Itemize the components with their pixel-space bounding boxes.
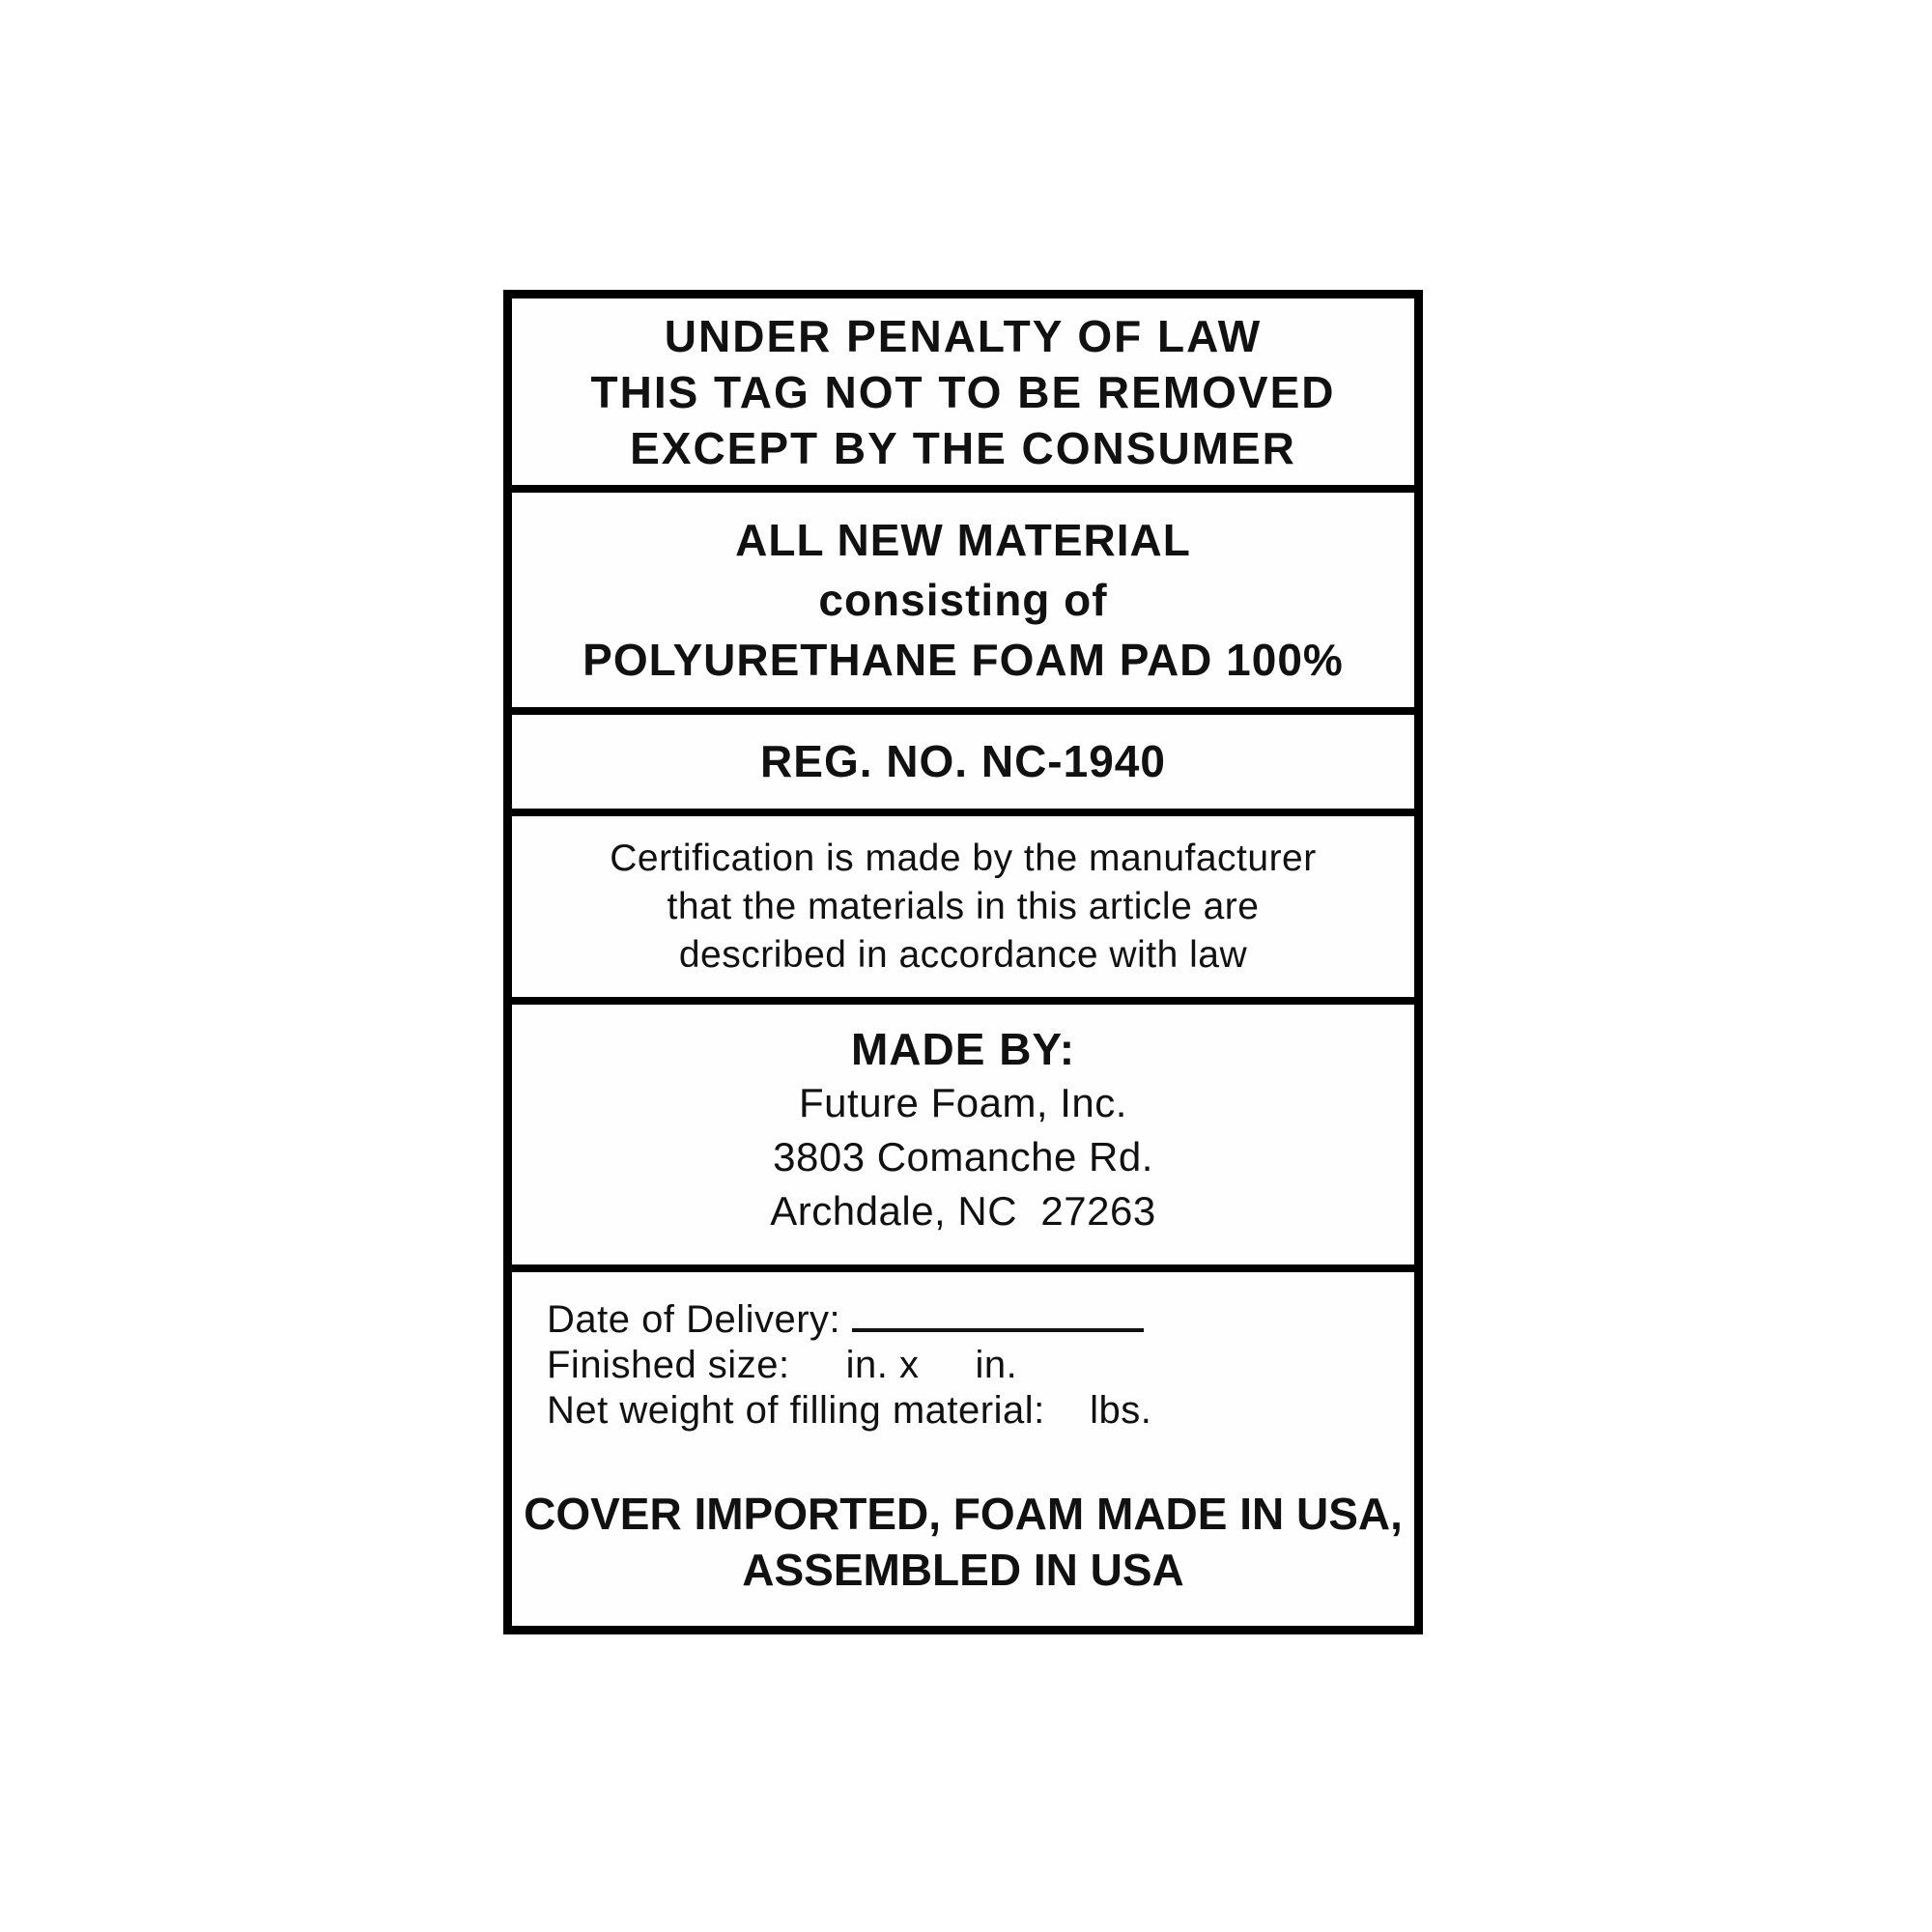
origin-line-1: COVER IMPORTED, FOAM MADE IN USA,	[524, 1489, 1403, 1539]
section-penalty-warning	[512, 298, 1414, 493]
registration-number: REG. NO. NC-1940	[760, 736, 1166, 786]
material-line-3: POLYURETHANE FOAM PAD 100%	[582, 635, 1344, 685]
material-line-2: consisting of	[818, 575, 1108, 625]
penalty-line-1: UNDER PENALTY OF LAW	[664, 311, 1263, 361]
certification-line-2: that the materials in this article are	[667, 886, 1260, 927]
date-of-delivery-line	[512, 1295, 1414, 1343]
date-of-delivery-label: Date of Delivery:	[547, 1298, 841, 1341]
manufacturer-city-state-zip: Archdale, NC 27263	[770, 1188, 1156, 1234]
penalty-line-3: EXCEPT BY THE CONSUMER	[630, 423, 1296, 473]
certification-line-3: described in accordance with law	[678, 934, 1248, 976]
penalty-line-2: THIS TAG NOT TO BE REMOVED	[590, 367, 1336, 417]
section-certification	[512, 816, 1414, 1005]
made-by-heading: MADE BY:	[850, 1024, 1076, 1074]
manufacturer-name: Future Foam, Inc.	[799, 1080, 1127, 1125]
certification-line-1: Certification is made by the manufacturer	[610, 838, 1317, 879]
finished-size-line: Finished size: in. x in.	[547, 1344, 1018, 1386]
manufacturer-street: 3803 Comanche Rd.	[773, 1134, 1153, 1179]
section-made-by	[512, 1005, 1414, 1272]
section-registration-number	[512, 715, 1414, 816]
section-delivery-details	[512, 1272, 1414, 1626]
delivery-blank-line	[852, 1295, 1144, 1332]
material-line-1: ALL NEW MATERIAL	[735, 515, 1191, 565]
section-material-contents	[512, 493, 1414, 715]
origin-line-2: ASSEMBLED IN USA	[742, 1545, 1184, 1595]
net-weight-line: Net weight of filling material: lbs.	[547, 1389, 1152, 1432]
origin-statement	[512, 1486, 1414, 1598]
law-tag-label	[503, 290, 1423, 1634]
